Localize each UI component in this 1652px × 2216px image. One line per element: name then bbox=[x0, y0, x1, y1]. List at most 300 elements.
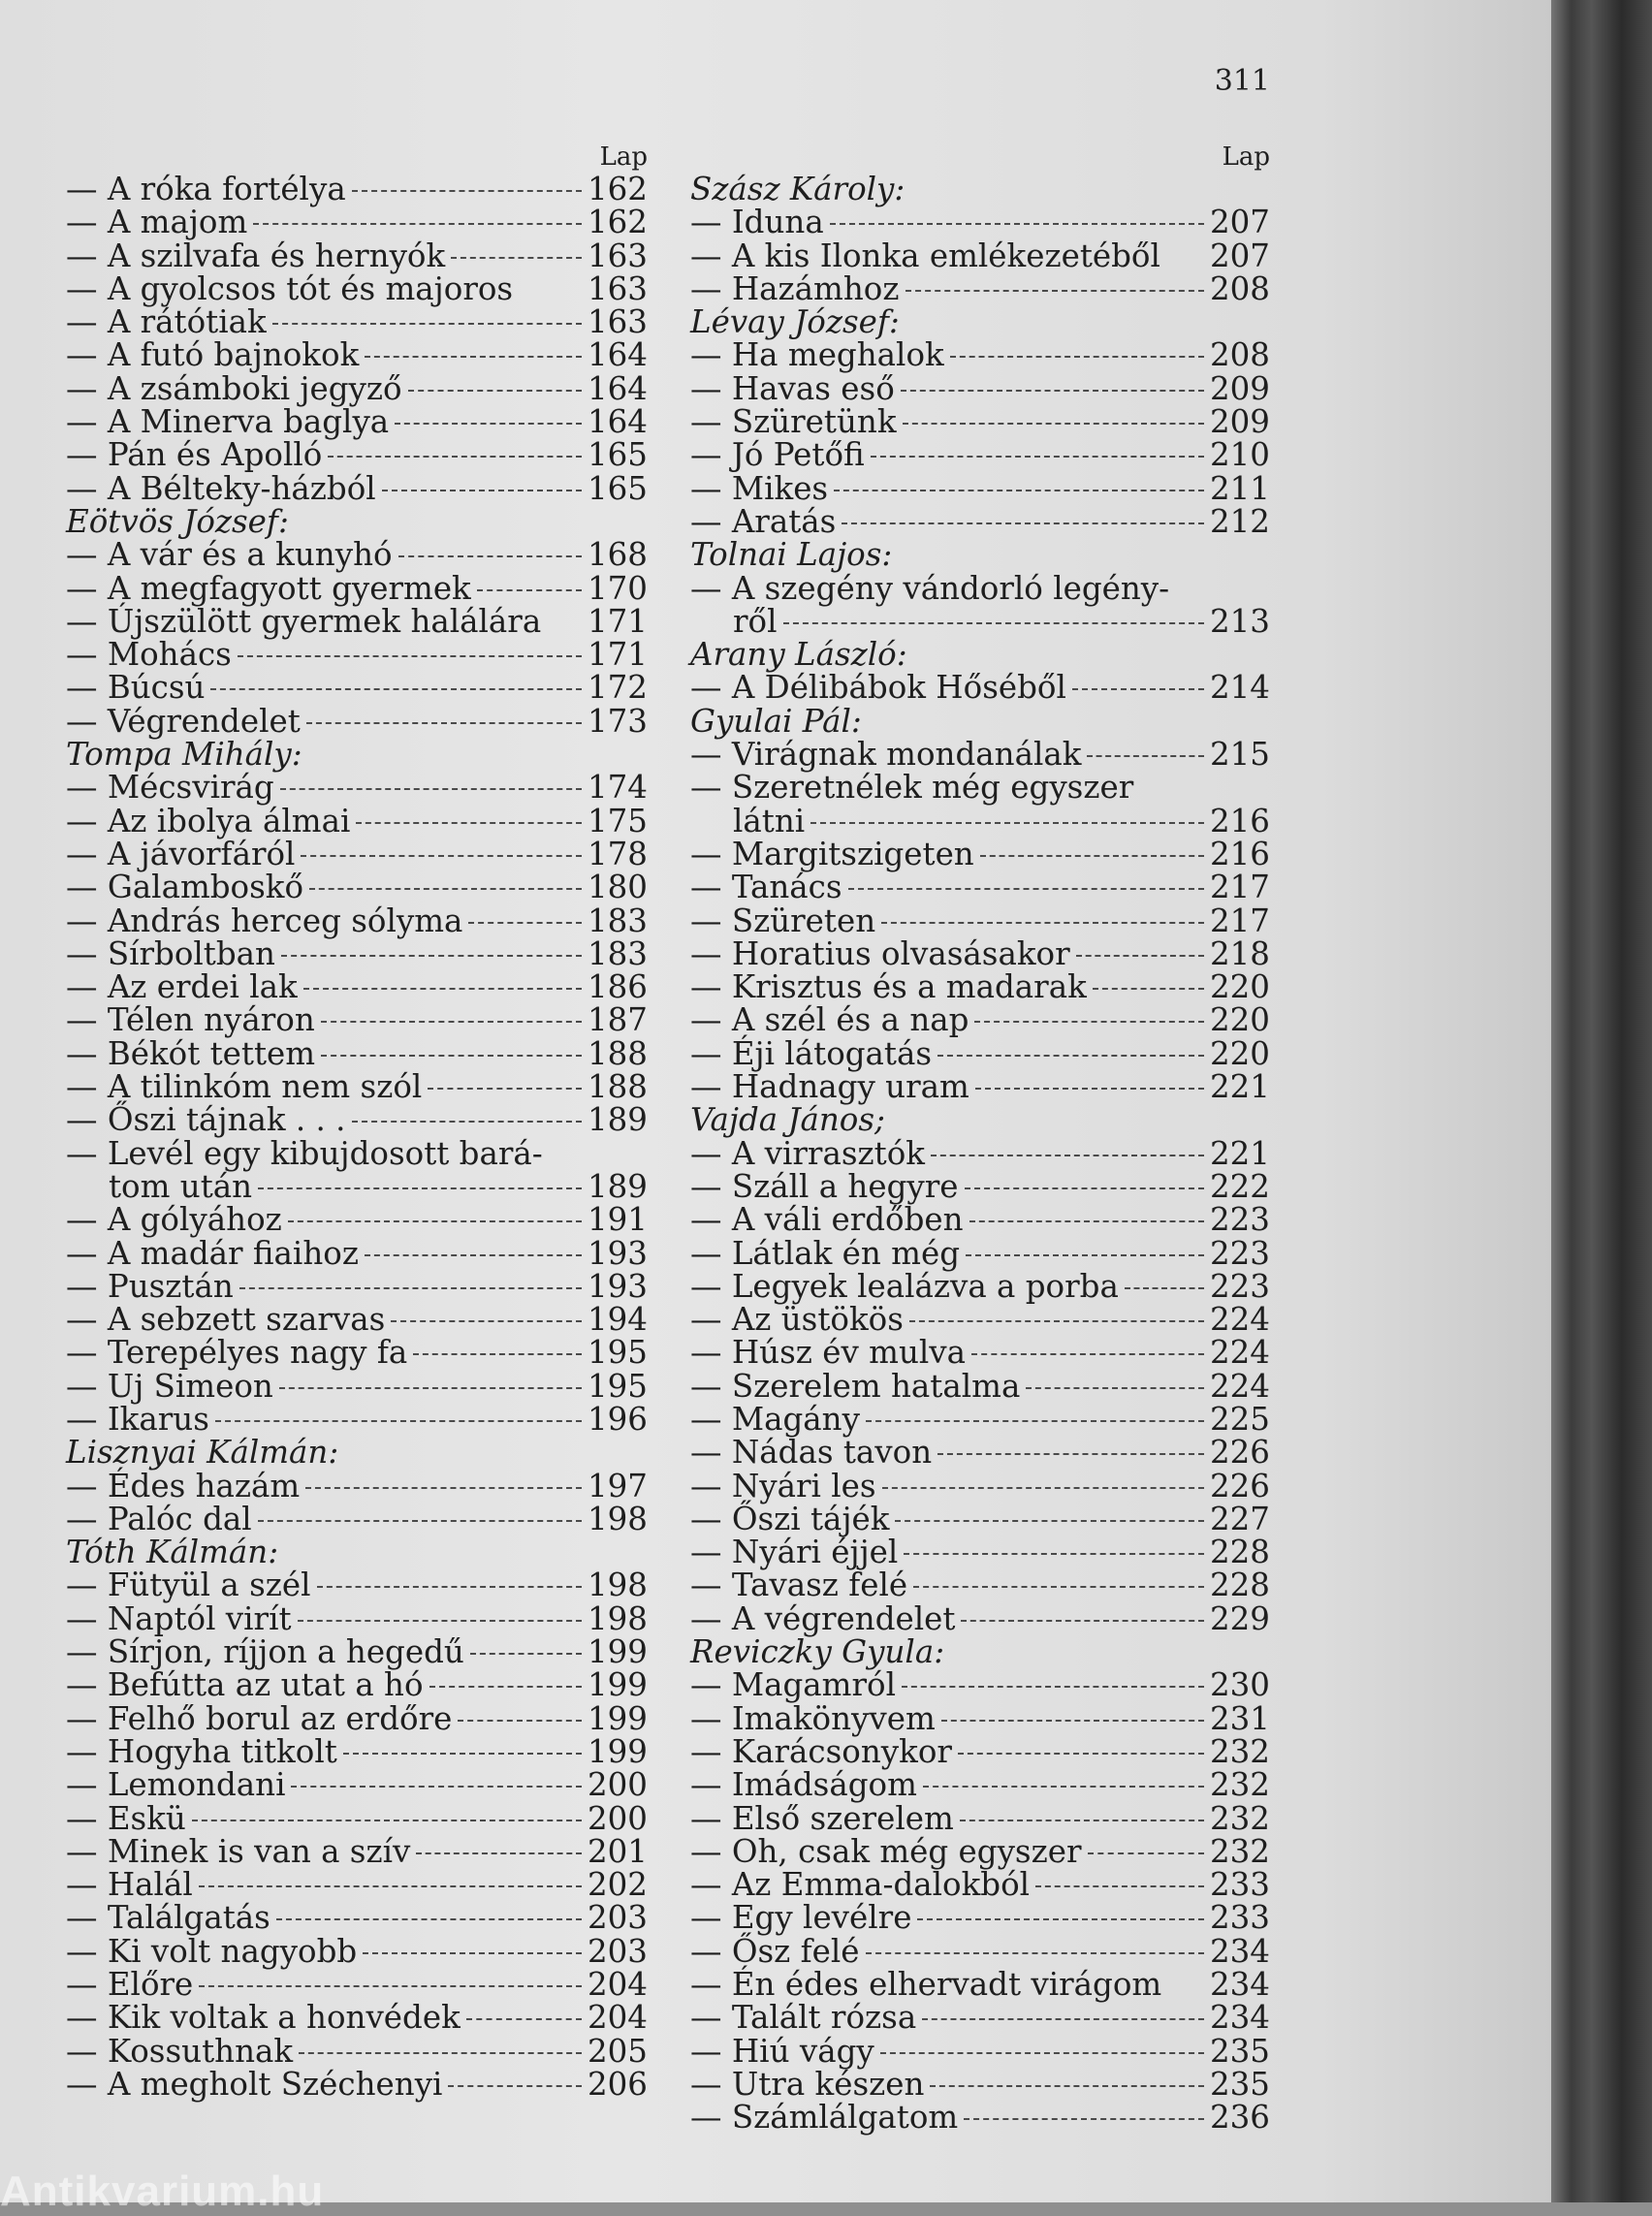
page-ref: 232 bbox=[1209, 1832, 1270, 1870]
entry-title: — Legyek lealázva a porba bbox=[690, 1267, 1119, 1305]
page-ref: 188 bbox=[587, 1034, 648, 1072]
entry-title: — Télen nyáron bbox=[66, 1001, 315, 1039]
toc-author-heading bbox=[690, 636, 1270, 674]
toc-entry bbox=[66, 1301, 648, 1339]
toc-entry bbox=[690, 769, 1270, 807]
dot-leader bbox=[281, 955, 582, 957]
dot-leader bbox=[969, 1220, 1204, 1222]
page-ref: 200 bbox=[587, 1766, 648, 1804]
page-ref: 183 bbox=[587, 902, 648, 939]
entry-title: — A sebzett szarvas bbox=[66, 1301, 386, 1339]
page-ref: 211 bbox=[1209, 469, 1270, 507]
entry-title: — Tavasz felé bbox=[690, 1567, 908, 1604]
dot-leader bbox=[343, 1753, 582, 1755]
dot-leader bbox=[466, 2018, 582, 2020]
toc-entry bbox=[690, 1534, 1270, 1571]
entry-title: — A madár fiaihoz bbox=[66, 1234, 359, 1272]
toc-entry bbox=[690, 2032, 1270, 2070]
dot-leader bbox=[328, 456, 582, 458]
dot-leader bbox=[448, 2085, 582, 2087]
toc-entry bbox=[66, 2065, 648, 2103]
entry-title: — A váli erdőben bbox=[690, 1201, 964, 1239]
toc-author-heading bbox=[690, 702, 1270, 740]
entry-title: — A Délibábok Hőséből bbox=[690, 669, 1066, 707]
page-ref: 199 bbox=[587, 1732, 648, 1770]
dot-leader bbox=[317, 1586, 582, 1588]
toc-entry bbox=[66, 239, 648, 272]
entry-title: — A szegény vándorló legény- bbox=[690, 569, 1170, 607]
entry-title: — Horatius olvasásakor bbox=[690, 934, 1070, 972]
dot-leader bbox=[1125, 1287, 1204, 1289]
dot-leader bbox=[288, 1220, 582, 1222]
author-name: Reviczky Gyula: bbox=[690, 1633, 945, 1671]
toc-entry bbox=[690, 1766, 1270, 1804]
page-ref: 175 bbox=[587, 802, 648, 839]
toc-entry bbox=[66, 702, 648, 740]
toc-entry bbox=[66, 1932, 648, 1970]
author-name: Lévay József: bbox=[690, 303, 900, 341]
page-ref: 170 bbox=[587, 569, 648, 607]
page-ref: 173 bbox=[587, 702, 648, 740]
entry-title: — Őszi tájnak . . . bbox=[66, 1101, 346, 1139]
page-ref: 220 bbox=[1209, 1034, 1270, 1072]
entry-title: — Karácsonykor bbox=[690, 1732, 952, 1770]
entry-title: — Levél egy kibujdosott bará- bbox=[66, 1134, 543, 1172]
toc-entry bbox=[66, 869, 648, 906]
dot-leader bbox=[1072, 688, 1204, 690]
toc-entry bbox=[690, 1999, 1270, 2037]
page-ref: 212 bbox=[1209, 502, 1270, 540]
toc-entry bbox=[690, 934, 1270, 972]
toc-entry bbox=[690, 1201, 1270, 1239]
toc-entry bbox=[66, 835, 648, 872]
toc-entry bbox=[66, 1334, 648, 1372]
author-name: Tompa Mihály: bbox=[66, 736, 302, 774]
toc-entry bbox=[690, 1799, 1270, 1837]
dot-leader bbox=[1087, 755, 1204, 757]
dot-leader bbox=[937, 1453, 1204, 1455]
toc-entry bbox=[690, 1434, 1270, 1472]
page-ref: 199 bbox=[587, 1666, 648, 1704]
toc-entry bbox=[690, 1500, 1270, 1537]
toc-entry bbox=[690, 1267, 1270, 1305]
entry-title: — Egy levélre bbox=[690, 1899, 912, 1937]
author-name: Lisznyai Kálmán: bbox=[66, 1434, 339, 1472]
dot-leader bbox=[783, 622, 1204, 624]
toc-entry bbox=[690, 1334, 1270, 1372]
toc-entry bbox=[66, 536, 648, 574]
entry-title: — Nádas tavon bbox=[690, 1434, 933, 1472]
entry-title: — Hadnagy uram bbox=[690, 1068, 969, 1106]
page-ref: 207 bbox=[1209, 204, 1270, 241]
page-ref: 171 bbox=[587, 636, 648, 674]
entry-title: — Minek is van a szív bbox=[66, 1832, 411, 1870]
page-ref: 171 bbox=[587, 602, 648, 640]
toc-entry bbox=[690, 239, 1270, 272]
toc-entry bbox=[66, 1766, 648, 1804]
entry-title: — Az üstökös bbox=[690, 1301, 904, 1339]
entry-title: — Krisztus és a madarak bbox=[690, 968, 1087, 1006]
toc-entry bbox=[690, 1599, 1270, 1637]
author-name: Szász Károly: bbox=[690, 171, 905, 207]
dot-leader bbox=[905, 290, 1204, 292]
entry-title: — A kis Ilonka emlékezetéből bbox=[690, 237, 1160, 274]
toc-entry bbox=[690, 1001, 1270, 1039]
toc-author-heading bbox=[66, 1534, 648, 1571]
entry-title: — Száll a hegyre bbox=[690, 1167, 959, 1205]
dot-leader bbox=[298, 1620, 582, 1622]
page-ref: 195 bbox=[587, 1367, 648, 1405]
page-ref: 207 bbox=[1209, 237, 1270, 274]
page-ref: 205 bbox=[587, 2032, 648, 2070]
dot-leader bbox=[903, 423, 1204, 425]
entry-title: — Szerelem hatalma bbox=[690, 1367, 1021, 1405]
page-ref: 230 bbox=[1209, 1666, 1270, 1704]
page-ref: 223 bbox=[1209, 1267, 1270, 1305]
page-ref: 203 bbox=[587, 1899, 648, 1937]
dot-leader bbox=[917, 1918, 1204, 1920]
dot-leader bbox=[842, 522, 1204, 524]
toc-author-heading bbox=[66, 736, 648, 774]
page-ref: 235 bbox=[1209, 2032, 1270, 2070]
toc-entry bbox=[690, 602, 1270, 640]
page-ref: 234 bbox=[1209, 1999, 1270, 2037]
page-ref: 224 bbox=[1209, 1334, 1270, 1372]
dot-leader bbox=[964, 2118, 1204, 2120]
entry-title: — Nyári les bbox=[690, 1467, 876, 1504]
toc-entry bbox=[690, 369, 1270, 407]
dot-leader bbox=[413, 1353, 582, 1355]
entry-title: — A vár és a kunyhó bbox=[66, 536, 393, 574]
entry-title: — Találgatás bbox=[66, 1899, 270, 1937]
page-ref: 174 bbox=[587, 769, 648, 807]
dot-leader bbox=[301, 855, 582, 857]
page-ref: 162 bbox=[587, 171, 648, 207]
toc-entry bbox=[66, 336, 648, 374]
toc-entry bbox=[66, 1699, 648, 1737]
page-ref: 204 bbox=[587, 1999, 648, 2037]
entry-title: — Palóc dal bbox=[66, 1500, 252, 1537]
dot-leader bbox=[258, 1187, 582, 1189]
page-ref: 199 bbox=[587, 1633, 648, 1671]
toc-entry bbox=[690, 1866, 1270, 1904]
dot-leader bbox=[913, 1586, 1204, 1588]
toc-author-heading bbox=[690, 1101, 1270, 1139]
page-ref: 213 bbox=[1209, 602, 1270, 640]
toc-list-right bbox=[690, 173, 1270, 2135]
entry-title: — A szilvafa és hernyók bbox=[66, 237, 446, 274]
page-ref: 232 bbox=[1209, 1732, 1270, 1770]
dot-leader bbox=[941, 1720, 1204, 1722]
entry-title: — Befútta az utat a hó bbox=[66, 1666, 424, 1704]
toc-entry bbox=[66, 802, 648, 839]
entry-title: — Mécsvirág bbox=[66, 769, 274, 807]
page-number: 311 bbox=[1214, 64, 1270, 98]
entry-title: — Jó Petőfi bbox=[690, 436, 865, 474]
dot-leader bbox=[470, 1653, 582, 1655]
watermark: Antikvarium.hu bbox=[0, 2168, 325, 2215]
dot-leader bbox=[398, 555, 582, 557]
entry-title: — A futó bajnokok bbox=[66, 336, 360, 374]
dot-leader bbox=[937, 1055, 1204, 1057]
dot-leader bbox=[253, 223, 582, 225]
toc-entry bbox=[690, 1899, 1270, 1937]
entry-title: — A megfagyott gyermek bbox=[66, 569, 471, 607]
page-ref: 226 bbox=[1209, 1467, 1270, 1504]
page-ref: 229 bbox=[1209, 1599, 1270, 1637]
dot-leader bbox=[199, 1885, 582, 1887]
dot-leader bbox=[901, 390, 1204, 392]
toc-entry bbox=[66, 436, 648, 474]
dot-leader bbox=[416, 1852, 582, 1854]
page-ref: 163 bbox=[587, 237, 648, 274]
toc-author-heading bbox=[66, 1434, 648, 1472]
entry-title: — Ikarus bbox=[66, 1400, 209, 1438]
entry-title: — Az ibolya álmai bbox=[66, 802, 351, 839]
page-ref: 231 bbox=[1209, 1699, 1270, 1737]
entry-title: — A szél és a nap bbox=[690, 1001, 969, 1039]
page-ref: 164 bbox=[587, 369, 648, 407]
toc-entry bbox=[66, 1367, 648, 1405]
toc-entry bbox=[690, 2065, 1270, 2103]
toc-entry bbox=[690, 469, 1270, 507]
book-page-edge bbox=[1551, 0, 1652, 2202]
page-ref: 199 bbox=[587, 1699, 648, 1737]
page-ref: 188 bbox=[587, 1068, 648, 1106]
entry-title: — Pusztán bbox=[66, 1267, 234, 1305]
page-ref: 221 bbox=[1209, 1134, 1270, 1172]
dot-leader bbox=[966, 1254, 1204, 1256]
page-ref: 236 bbox=[1209, 2099, 1270, 2137]
toc-entry bbox=[66, 1866, 648, 1904]
entry-title: — Halál bbox=[66, 1866, 193, 1904]
entry-title: — A róka fortélya bbox=[66, 171, 346, 207]
toc-entry bbox=[690, 869, 1270, 906]
entry-title: — Imádságom bbox=[690, 1766, 917, 1804]
dot-leader bbox=[975, 1088, 1204, 1090]
entry-title: — Kik voltak a honvédek bbox=[66, 1999, 461, 2037]
entry-title: — Imakönyvem bbox=[690, 1699, 936, 1737]
toc-entry bbox=[66, 1001, 648, 1039]
page-ref: 232 bbox=[1209, 1766, 1270, 1804]
toc-entry bbox=[66, 904, 648, 937]
page-ref: 217 bbox=[1209, 902, 1270, 939]
dot-leader bbox=[199, 1985, 582, 1987]
entry-title: — Hazámhoz bbox=[690, 269, 900, 307]
entry-title: — Talált rózsa bbox=[690, 1999, 917, 2037]
page-ref: 223 bbox=[1209, 1201, 1270, 1239]
page-ref: 183 bbox=[587, 934, 648, 972]
entry-title: — Nyári éjjel bbox=[690, 1534, 899, 1571]
page-ref: 197 bbox=[587, 1467, 648, 1504]
entry-title: — Végrendelet bbox=[66, 702, 301, 740]
entry-title: látni bbox=[733, 802, 806, 839]
entry-title: — Édes hazám bbox=[66, 1467, 301, 1504]
page-ref: 164 bbox=[587, 403, 648, 441]
dot-leader bbox=[279, 1387, 582, 1389]
toc-entry bbox=[690, 1699, 1270, 1737]
dot-leader bbox=[965, 1187, 1204, 1189]
author-name: Eötvös József: bbox=[66, 502, 289, 540]
toc-entry bbox=[66, 469, 648, 507]
page-ref: 217 bbox=[1209, 869, 1270, 906]
entry-title: — A megholt Széchenyi bbox=[66, 2065, 443, 2103]
page-ref: 193 bbox=[587, 1267, 648, 1305]
author-name: Tóth Kálmán: bbox=[66, 1534, 279, 1571]
page-ref: 162 bbox=[587, 204, 648, 241]
toc-entry bbox=[690, 1567, 1270, 1604]
author-name: Tolnai Lajos: bbox=[690, 536, 893, 574]
dot-leader bbox=[395, 423, 582, 425]
page-ref: 200 bbox=[587, 1799, 648, 1837]
dot-leader bbox=[902, 1686, 1204, 1688]
entry-title: — A jávorfáról bbox=[66, 835, 296, 872]
toc-entry bbox=[66, 1467, 648, 1504]
toc-entry bbox=[690, 968, 1270, 1006]
page-ref: 189 bbox=[587, 1101, 648, 1139]
entry-title: — Hiú vágy bbox=[690, 2032, 874, 2070]
page-ref: 218 bbox=[1209, 934, 1270, 972]
entry-title: — Szeretnélek még egyszer bbox=[690, 769, 1134, 807]
column-header-lap: Lap bbox=[1222, 142, 1270, 172]
page-ref: 165 bbox=[587, 469, 648, 507]
dot-leader bbox=[866, 1420, 1204, 1422]
dot-leader bbox=[451, 257, 582, 259]
dot-leader bbox=[1026, 1387, 1204, 1389]
author-name: Arany László: bbox=[690, 636, 907, 674]
page-ref: 202 bbox=[587, 1866, 648, 1904]
entry-title: — Uj Simeon bbox=[66, 1367, 273, 1405]
entry-title: — Eskü bbox=[66, 1799, 186, 1837]
dot-leader bbox=[1035, 1885, 1204, 1887]
toc-author-heading bbox=[690, 303, 1270, 341]
page-ref: 232 bbox=[1209, 1799, 1270, 1837]
toc-entry bbox=[66, 769, 648, 807]
toc-entry bbox=[66, 2032, 648, 2070]
page-ref: 164 bbox=[587, 336, 648, 374]
dot-leader bbox=[352, 1121, 582, 1123]
toc-entry bbox=[66, 1732, 648, 1770]
entry-title: — A virrasztók bbox=[690, 1134, 925, 1172]
page-ref: 198 bbox=[587, 1567, 648, 1604]
toc-entry bbox=[66, 569, 648, 607]
author-name: Gyulai Pál: bbox=[690, 702, 862, 740]
toc-entry bbox=[66, 1234, 648, 1272]
dot-leader bbox=[958, 1753, 1204, 1755]
page-ref: 204 bbox=[587, 1966, 648, 2004]
toc-entry bbox=[690, 336, 1270, 374]
toc-entry bbox=[690, 1034, 1270, 1072]
page-ref: 220 bbox=[1209, 968, 1270, 1006]
page-ref: 180 bbox=[587, 869, 648, 906]
toc-entry bbox=[66, 269, 648, 307]
page-ref: 223 bbox=[1209, 1234, 1270, 1272]
toc-entry bbox=[66, 173, 648, 206]
dot-leader bbox=[882, 1487, 1204, 1489]
entry-title: — András herceg sólyma bbox=[66, 902, 463, 939]
toc-entry bbox=[690, 1367, 1270, 1405]
toc-entry bbox=[66, 1999, 648, 2037]
page-ref: 233 bbox=[1209, 1899, 1270, 1937]
entry-title: — Havas eső bbox=[690, 369, 895, 407]
dot-leader bbox=[408, 390, 582, 392]
toc-entry bbox=[66, 303, 648, 341]
toc-entry bbox=[66, 1500, 648, 1537]
dot-leader bbox=[477, 589, 582, 591]
toc-entry bbox=[690, 904, 1270, 937]
dot-leader bbox=[810, 822, 1204, 824]
toc-author-heading bbox=[690, 173, 1270, 206]
entry-title: — Szüreten bbox=[690, 902, 876, 939]
toc-entry bbox=[690, 802, 1270, 839]
page-ref: 226 bbox=[1209, 1434, 1270, 1472]
entry-title: — Kossuthnak bbox=[66, 2032, 294, 2070]
dot-leader bbox=[1076, 955, 1204, 957]
dot-leader bbox=[365, 356, 582, 358]
toc-entry bbox=[690, 1400, 1270, 1438]
toc-author-heading bbox=[66, 502, 648, 540]
page-ref: 178 bbox=[587, 835, 648, 872]
dot-leader bbox=[309, 888, 582, 890]
toc-entry bbox=[690, 1932, 1270, 1970]
entry-title: — Hogyha titkolt bbox=[66, 1732, 337, 1770]
dot-leader bbox=[192, 1820, 582, 1821]
entry-title: — Virágnak mondanálak bbox=[690, 736, 1082, 774]
entry-title: — A Bélteky-házból bbox=[66, 469, 376, 507]
page-ref: 168 bbox=[587, 536, 648, 574]
dot-leader bbox=[382, 490, 582, 491]
toc-entry bbox=[690, 1966, 1270, 2004]
entry-title: — Aratás bbox=[690, 502, 837, 540]
toc-entry bbox=[66, 1400, 648, 1438]
dot-leader bbox=[1088, 1852, 1204, 1854]
entry-title: — Lemondani bbox=[66, 1766, 286, 1804]
dot-leader bbox=[215, 1420, 582, 1422]
toc-entry bbox=[690, 436, 1270, 474]
page-ref: 235 bbox=[1209, 2065, 1270, 2103]
page-ref: 222 bbox=[1209, 1167, 1270, 1205]
entry-title: — Ősz felé bbox=[690, 1932, 860, 1970]
entry-title: — Mikes bbox=[690, 469, 829, 507]
page-ref: 206 bbox=[587, 2065, 648, 2103]
toc-entry bbox=[66, 1567, 648, 1604]
entry-title: — A végrendelet bbox=[690, 1599, 956, 1637]
dot-leader bbox=[881, 922, 1204, 924]
page-ref: 187 bbox=[587, 1001, 648, 1039]
dot-leader bbox=[428, 1088, 582, 1090]
entry-title: — Mohács bbox=[66, 636, 232, 674]
dot-leader bbox=[923, 1786, 1204, 1788]
toc-entry bbox=[66, 602, 648, 640]
dot-leader bbox=[930, 2085, 1204, 2087]
entry-title: — Előre bbox=[66, 1966, 194, 2004]
toc-entry bbox=[690, 1301, 1270, 1339]
page-ref: 225 bbox=[1209, 1400, 1270, 1438]
toc-entry bbox=[690, 669, 1270, 707]
entry-title: — Utra készen bbox=[690, 2065, 925, 2103]
entry-title: — Szüretünk bbox=[690, 403, 897, 441]
entry-title: — Margitszigeten bbox=[690, 835, 974, 872]
dot-leader bbox=[980, 855, 1204, 857]
page-ref: 208 bbox=[1209, 269, 1270, 307]
toc-entry bbox=[690, 1134, 1270, 1172]
page-ref: 198 bbox=[587, 1599, 648, 1637]
toc-entry bbox=[690, 2099, 1270, 2137]
dot-leader bbox=[210, 688, 581, 690]
toc-entry bbox=[690, 502, 1270, 540]
page-ref: 194 bbox=[587, 1301, 648, 1339]
dot-leader bbox=[830, 223, 1204, 225]
